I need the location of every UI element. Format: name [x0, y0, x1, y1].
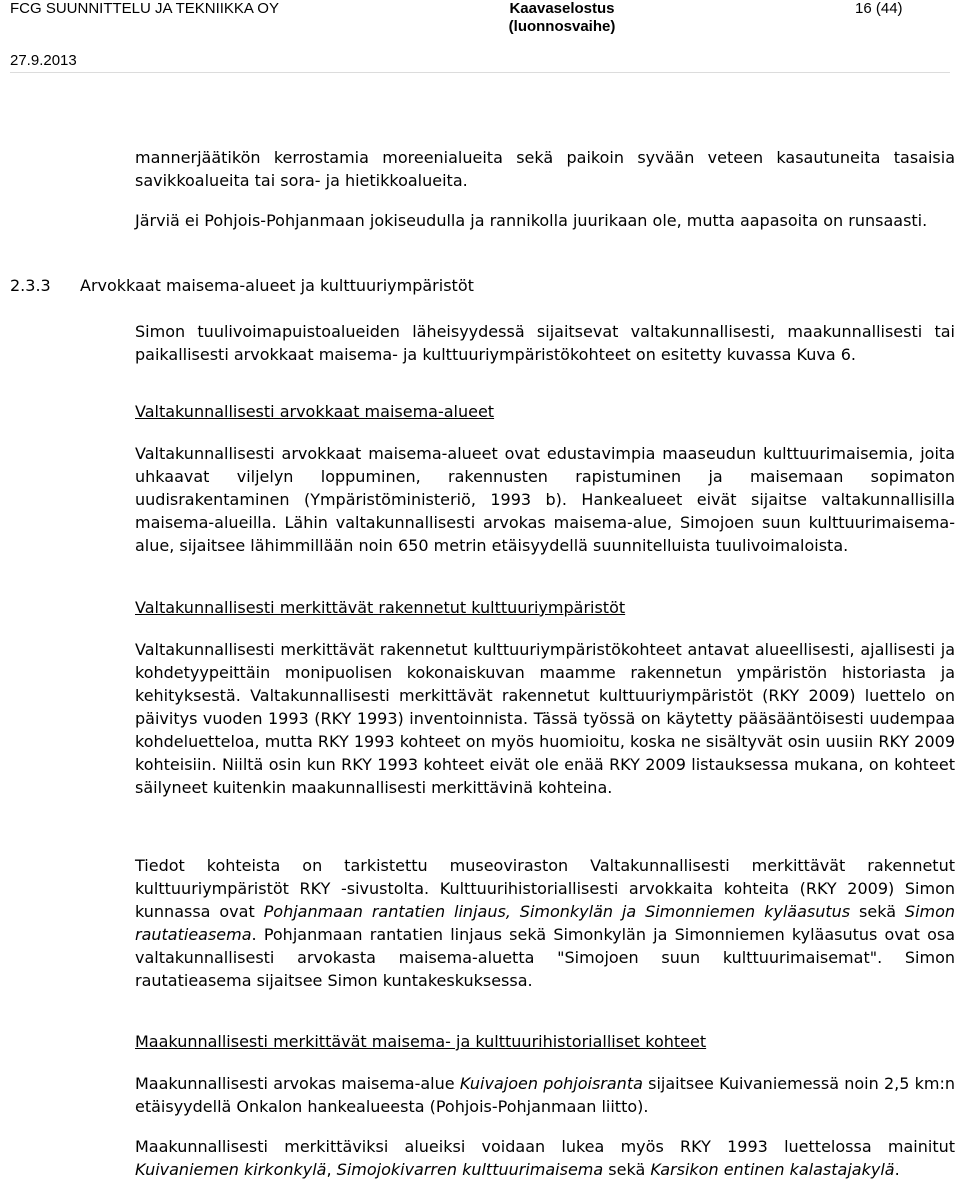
- italic-run: Simon rautatieasema: [135, 902, 956, 944]
- text-run: sekä: [850, 902, 905, 921]
- section-number: 2.3.3: [10, 276, 51, 295]
- header-divider: [10, 72, 950, 73]
- report-subtitle: (luonnosvaihe): [508, 18, 616, 35]
- page-number: 16 (44): [855, 0, 903, 17]
- report-title: Kaavaselostus: [509, 0, 615, 17]
- text-run: Maakunnallisesti merkittäviksi alueiksi voidaan lukea myös RKY 1993 luettelossa mainitut: [135, 1137, 955, 1156]
- intro-paragraph-2: Järviä ei Pohjois-Pohjanmaan jokiseudulla ja rannikolla juurikaan ole, mutta aapasoita on runsaasti.: [135, 211, 928, 230]
- text-run: sijaitsee Kuivaniemessä noin 2,5 km:n etäisyydellä Onkalon hankealueesta (Pohjois-Pohjanmaan liitto).: [135, 1074, 956, 1116]
- italic-run: Pohjanmaan rantatien linjaus, Simonkylän ja Simonniemen kyläasutus: [263, 902, 851, 921]
- subheading-national-built-environments: Valtakunnallisesti merkittävät rakennetut kulttuuriympäristöt: [135, 598, 626, 617]
- subheading-regional-sites: Maakunnallisesti merkittävät maisema- ja kulttuurihistorialliset kohteet: [135, 1032, 707, 1051]
- organization-name: FCG SUUNNITTELU JA TEKNIIKKA OY: [10, 0, 279, 17]
- built-environments-paragraph-2: [135, 854, 955, 992]
- section-heading: [10, 274, 474, 297]
- text-run: . Pohjanmaan rantatien linjaus sekä Simonkylän ja Simonniemen kyläasutus ovat osa valtakunnallisesti arvokasta maisema-aluetta "Simojoen suun kulttuurimaisemat". Simon rautatieasema sijaitsee Simon kuntakeskuksessa.: [135, 925, 955, 990]
- page-header: [0, 0, 960, 70]
- intro-paragraph-1: mannerjäätikön kerrostamia moreenialueita sekä paikoin syvään veteen kasautuneita tasaisia savikkoalueita tai sora- ja hietikkoalueita.: [135, 148, 955, 190]
- italic-run: Karsikon entinen kalastajakylä: [650, 1160, 895, 1179]
- section-intro-paragraph: Simon tuulivoimapuistoalueiden läheisyydessä sijaitsevat valtakunnallisesti, maakunnallisesti tai paikallisesti arvokkaat maisema- ja kulttuuriympäristökohteet on esitetty kuvassa Kuva 6.: [135, 322, 955, 364]
- regional-sites-paragraph-2: [135, 1135, 955, 1181]
- national-landscapes-paragraph: Valtakunnallisesti arvokkaat maisema-alueet ovat edustavimpia maaseudun kulttuurimaisemia, joita uhkaavat viljelyn loppuminen, rakennusten rapistuminen ja maisemaan sopimaton uudisrakentaminen (Ympäristöministeriö, 1993 b). Hankealueet eivät sijaitse valtakunnallisilla maisema-alueilla. Lähin valtakunnallisesti arvokas maisema-alue, Simojoen suun kulttuurimaisema-alue, sijaitsee lähimmillään noin 650 metrin etäisyydellä suunnitelluista tuulivoimaloista.: [135, 444, 955, 555]
- report-title-block: [492, 0, 632, 36]
- text-run: .: [894, 1160, 900, 1179]
- italic-run: Kuivajoen pohjoisranta: [459, 1074, 643, 1093]
- italic-run: Simojokivarren kulttuurimaisema: [336, 1160, 604, 1179]
- text-run: ,: [326, 1160, 337, 1179]
- text-run: Tiedot kohteista on tarkistettu museoviraston Valtakunnallisesti merkittävät rakennetut kulttuuriympäristöt RKY -sivustolta. Kulttuurihistoriallisesti arvokkaita kohteita (RKY 2009) Simon kunnassa ovat: [135, 856, 955, 921]
- text-run: sekä: [603, 1160, 651, 1179]
- built-environments-paragraph-1: Valtakunnallisesti merkittävät rakennetut kulttuuriympäristökohteet antavat alueellisesti, ajallisesti ja kohdetyypeittäin monipuolisen kokonaiskuvan maamme rakennetun ympäristön historiasta ja kehityksestä. Valtakunnallisesti merkittävät rakennetut kulttuuriympäristöt (RKY 2009) luettelo on päivitys vuoden 1993 (RKY 1993) inventoinnista. Tässä työssä on käytetty pääsääntöisesti uudempaa kohdeluetteloa, mutta RKY 1993 kohteet on myös huomioitu, koska ne sisältyvät osin uusiin RKY 2009 kohteisiin. Niiltä osin kun RKY 1993 kohteet eivät ole enää RKY 2009 listauksessa mukana, on kohteet säilyneet kuitenkin maakunnallisesti merkittävinä kohteina.: [135, 640, 955, 797]
- document-date: 27.9.2013: [10, 52, 77, 69]
- italic-run: Kuivaniemen kirkonkylä: [135, 1160, 327, 1179]
- text-run: Maakunnallisesti arvokas maisema-alue: [135, 1074, 460, 1093]
- section-title: Arvokkaat maisema-alueet ja kulttuuriympäristöt: [80, 276, 474, 295]
- subheading-national-landscapes: Valtakunnallisesti arvokkaat maisema-alueet: [135, 402, 495, 421]
- regional-sites-paragraph-1: [135, 1072, 955, 1118]
